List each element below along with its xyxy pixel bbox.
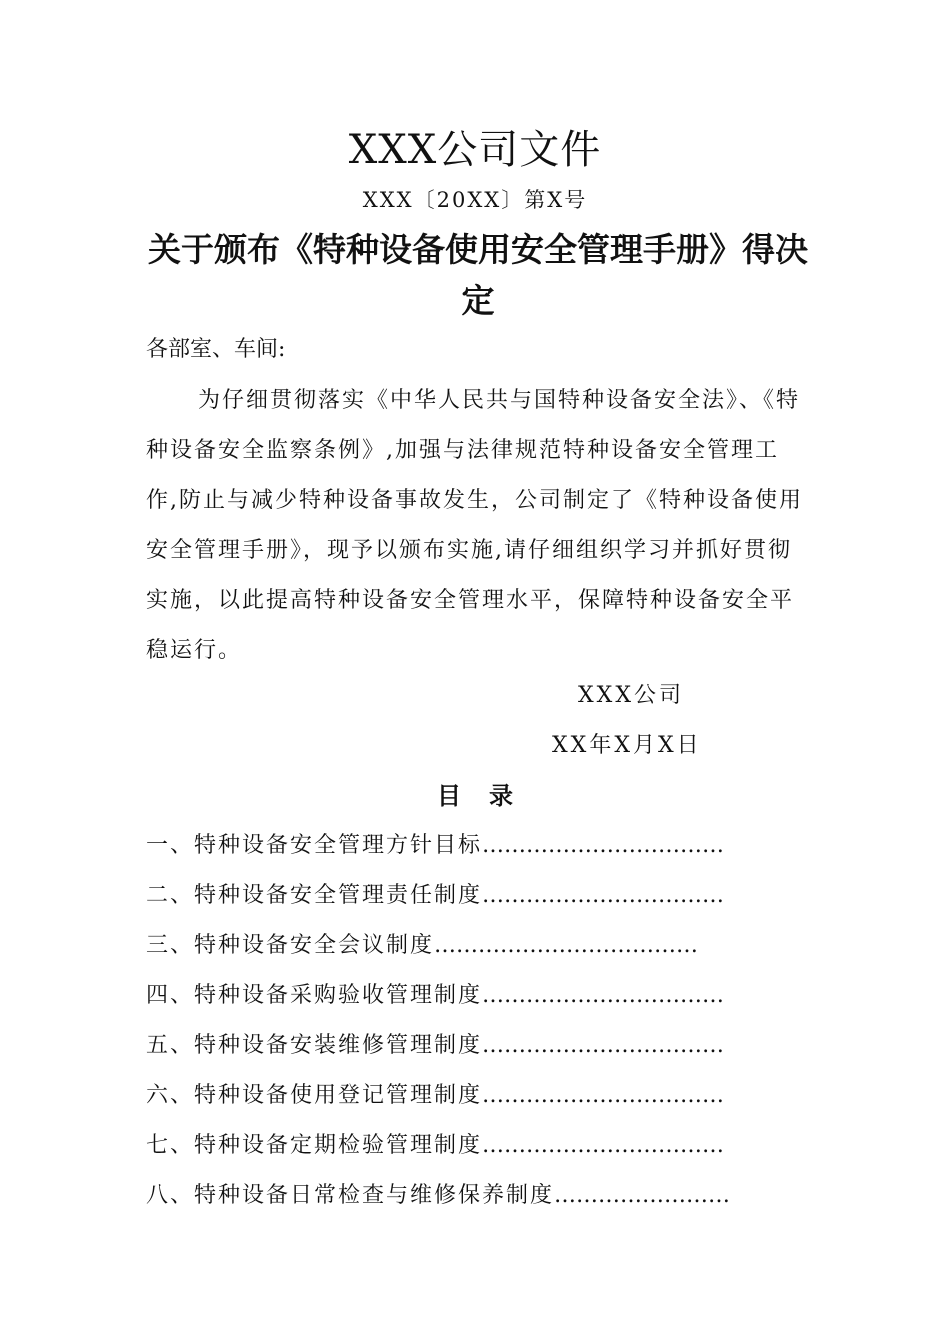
toc-item-leader: ……………………………: [482, 1083, 725, 1108]
body-paragraph: 为仔细贯彻落实《中华人民共与国特种设备安全法》、《特种设备安全监察条例》,加强与法律规范特种设备安全管理工作,防止与减少特种设备事故发生，公司制定了《特种设备使用安全管理手册》，现予以颁布实施,请仔细组织学习并抓好贯彻实施，以此提高特种设备安全管理水平，保障特种设备安全平稳运行。: [146, 388, 803, 663]
toc-item-label: 三、特种设备安全会议制度: [146, 933, 435, 958]
toc-item[interactable]: [146, 874, 766, 924]
document-title: 关于颁布《特种设备使用安全管理手册》得决定: [148, 230, 808, 320]
signature-date: XX年X月X日: [552, 733, 702, 758]
toc-item-leader: ……………………………: [482, 883, 725, 908]
toc-item-label: 一、特种设备安全管理方针目标: [146, 833, 483, 858]
toc-item[interactable]: [146, 1024, 766, 1074]
document-header: XXX公司文件: [348, 127, 602, 173]
table-of-contents: [146, 824, 766, 1224]
salutation: 各部室、车间:: [146, 337, 286, 362]
toc-item-leader: ……………………………: [482, 833, 725, 858]
toc-title: 目录: [437, 781, 541, 810]
toc-item[interactable]: [146, 1124, 766, 1174]
toc-item[interactable]: [146, 974, 766, 1024]
toc-item-leader: ……………………: [554, 1183, 731, 1208]
toc-item[interactable]: [146, 924, 766, 974]
toc-item[interactable]: [146, 824, 766, 874]
toc-item-label: 八、特种设备日常检查与维修保养制度: [146, 1183, 555, 1208]
signature-company: XXX公司: [578, 683, 684, 708]
toc-item-leader: ………………………………: [434, 933, 699, 958]
toc-item[interactable]: [146, 1074, 766, 1124]
toc-item-label: 四、特种设备采购验收管理制度: [146, 983, 483, 1008]
toc-item-label: 五、特种设备安装维修管理制度: [146, 1033, 483, 1058]
document-number: XXX〔20XX〕第X号: [362, 188, 588, 212]
toc-item-label: 二、特种设备安全管理责任制度: [146, 883, 483, 908]
toc-item-leader: ……………………………: [482, 1133, 725, 1158]
toc-item-label: 六、特种设备使用登记管理制度: [146, 1083, 483, 1108]
toc-item-label: 七、特种设备定期检验管理制度: [146, 1133, 483, 1158]
toc-item-leader: ……………………………: [482, 983, 725, 1008]
toc-item-leader: ……………………………: [482, 1033, 725, 1058]
toc-item[interactable]: [146, 1174, 766, 1224]
